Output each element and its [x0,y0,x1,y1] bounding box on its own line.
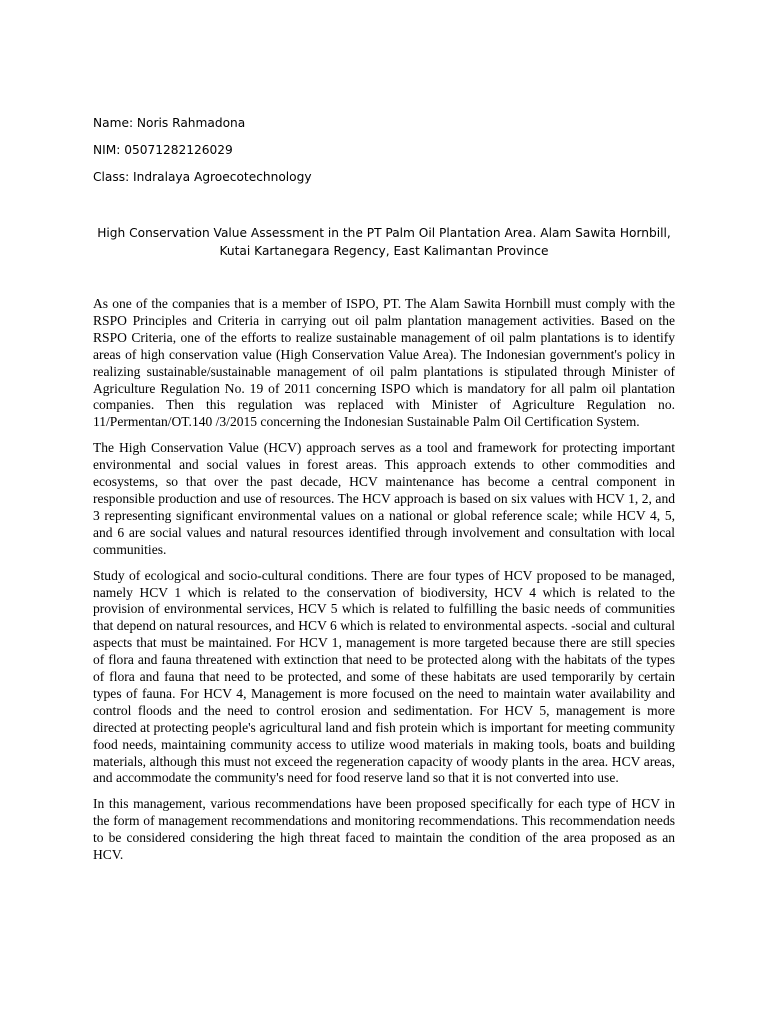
paragraph-1: As one of the companies that is a member of ISPO, PT. The Alam Sawita Hornbill must comply with the RSPO Principles and Criteria in carrying out oil palm plantation management activities. Based on the RSPO Criteria, one of the efforts to realize sustainable management of oil palm plantations is to identify areas of high conservation value (High Conservation Value Area). The Indonesian government's policy in realizing sustainable/sustainable management of oil palm plantations is stipulated through Minister of Agriculture Regulation No. 19 of 2011 concerning ISPO which is mandatory for all palm oil plantation companies. Then this regulation was replaced with Minister of Agriculture Regulation no. 11/Permentan/OT.140 /3/2015 concerning the Indonesian Sustainable Palm Oil Certification System. [93,296,675,430]
student-nim: NIM: 05071282126029 [93,143,233,157]
student-info [93,114,312,195]
document-body [93,296,675,873]
document-title: High Conservation Value Assessment in the PT Palm Oil Plantation Area. Alam Sawita Hornbill, Kutai Kartanegara Regency, East Kalimantan Province [97,226,671,258]
paragraph-2: The High Conservation Value (HCV) approach serves as a tool and framework for protecting important environmental and social values in forest areas. This approach extends to other commodities and ecosystems, so that over the past decade, HCV maintenance has become a central component in responsible production and use of resources. The HCV approach is based on six values with HCV 1, 2, and 3 representing significant environmental values on a national or global reference scale; while HCV 4, 5, and 6 are social values and natural resources identified through involvement and consultation with local communities. [93,440,675,557]
paragraph-4: In this management, various recommendations have been proposed specifically for each type of HCV in the form of management recommendations and monitoring recommendations. This recommendation needs to be considered considering the high threat faced to maintain the condition of the area proposed as an HCV. [93,796,675,863]
student-name: Name: Noris Rahmadona [93,116,246,130]
student-class: Class: Indralaya Agroecotechnology [93,170,312,184]
paragraph-3: Study of ecological and socio-cultural conditions. There are four types of HCV proposed to be managed, namely HCV 1 which is related to the conservation of biodiversity, HCV 4 which is related to the provision of environmental services, HCV 5 which is related to fulfilling the basic needs of communities that depend on natural resources, and HCV 6 which is related to environmental aspects. -social and cultural aspects that must be maintained. For HCV 1, management is more targeted because there are still species of flora and fauna threatened with extinction that need to be protected along with the habitats of the types of flora and fauna that need to be protected, and some of these habitats are used temporarily by certain types of fauna. For HCV 4, Management is more focused on the need to maintain water availability and control floods and the need to control erosion and sedimentation. For HCV 5, management is more directed at protecting people's agricultural land and fish protein which is important for meeting community food needs, maintaining community access to utilize wood materials in making tools, boats and building materials, although this must not exceed the regeneration capacity of woody plants in the area. HCV areas, and accommodate the community's need for food reserve land so that it is not converted into use. [93,567,675,786]
